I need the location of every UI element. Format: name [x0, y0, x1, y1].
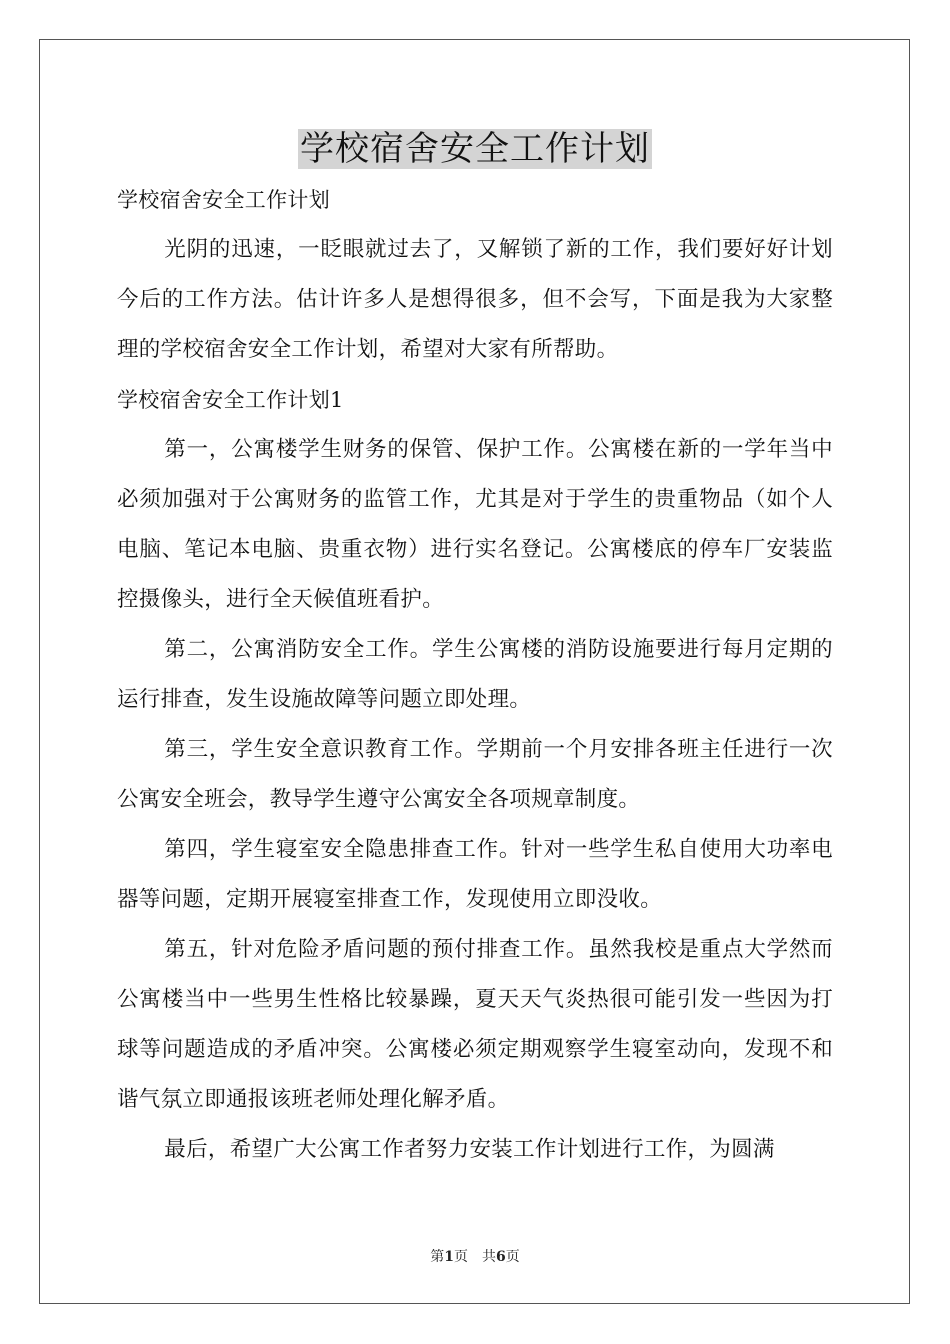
paragraph-5: 第五，针对危险矛盾问题的预付排查工作。虽然我校是重点大学然而公寓楼当中一些男生性格比较暴躁，夏天天气炎热很可能引发一些因为打球等问题造成的矛盾冲突。公寓楼必须定期观察学生寝室动向，发现不和谐气氛立即通报该班老师处理化解矛盾。 [117, 937, 833, 1112]
paragraph-2: 第二，公寓消防安全工作。学生公寓楼的消防设施要进行每月定期的运行排查，发生设施故障等问题立即处理。 [117, 637, 833, 712]
page-footer [0, 1247, 950, 1267]
footer-mid: 页 共 [454, 1249, 496, 1265]
document-body [117, 175, 833, 1175]
intro-paragraph: 光阴的迅速，一眨眼就过去了，又解锁了新的工作，我们要好好计划今后的工作方法。估计许多人是想得很多，但不会写，下面是我为大家整理的学校宿舍安全工作计划，希望对大家有所帮助。 [117, 237, 833, 362]
section-heading: 学校宿舍安全工作计划1 [117, 388, 344, 412]
footer-page-current: 1 [444, 1249, 454, 1265]
paragraph-3: 第三，学生安全意识教育工作。学期前一个月安排各班主任进行一次公寓安全班会，教导学生遵守公寓安全各项规章制度。 [117, 737, 833, 812]
document-title-text: 学校宿舍安全工作计划 [300, 129, 650, 169]
footer-page-total: 6 [496, 1249, 506, 1265]
paragraph-6: 最后，希望广大公寓工作者努力安装工作计划进行工作，为圆满 [164, 1137, 775, 1162]
footer-prefix: 第 [430, 1249, 445, 1265]
footer-suffix: 页 [505, 1249, 520, 1265]
paragraph-1: 第一，公寓楼学生财务的保管、保护工作。公寓楼在新的一学年当中必须加强对于公寓财务的监管工作，尤其是对于学生的贵重物品（如个人电脑、笔记本电脑、贵重衣物）进行实名登记。公寓楼底的停车厂安装监控摄像头，进行全天候值班看护。 [117, 437, 833, 612]
document-subtitle: 学校宿舍安全工作计划 [117, 188, 330, 212]
document-title [0, 124, 950, 174]
paragraph-4: 第四，学生寝室安全隐患排查工作。针对一些学生私自使用大功率电器等问题，定期开展寝室排查工作，发现使用立即没收。 [117, 837, 833, 912]
